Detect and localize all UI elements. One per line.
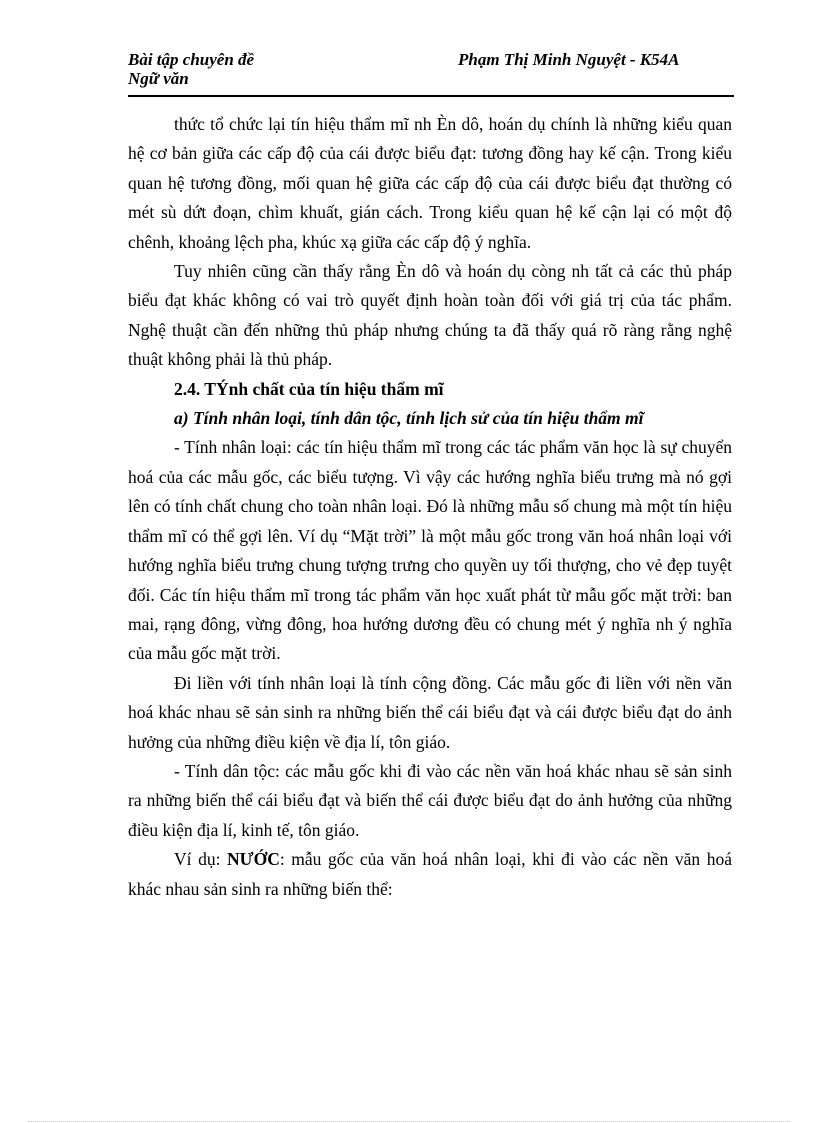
paragraph: - Tính nhân loại: các tín hiệu thẩm mĩ trong các tác phẩm văn học là sự chuyển hoá của các mẫu gốc, các biểu tượng. Vì vậy các hướng nghĩa biểu trưng mà nó gợi lên có tính chất chung cho toàn nhân loại. Đó là những mẫu số chung mà một tín hiệu thẩm mĩ có thể gợi lên. Ví dụ “Mặt trời” là một mẫu gốc trong văn hoá nhân loại với hướng nghĩa biểu trưng chung tượng trưng cho quyền uy tối thượng, cho vẻ đẹp tuyệt đối. Các tín hiệu thẩm mĩ trong tác phẩm văn học xuất phát từ mẫu gốc mặt trời: ban mai, rạng đông, vừng đông, hoa hướng dương đều có chung mét ý nghĩa nh ý nghĩa của mẫu gốc mặt trời.	[128, 437, 732, 664]
document-body	[128, 110, 732, 904]
paragraph-example	[128, 845, 732, 904]
example-text: : mẫu gốc của văn hoá nhân loại, khi đi vào các nền văn hoá khác nhau sản sinh ra những biến thể:	[128, 849, 732, 899]
page-header	[128, 50, 734, 97]
example-prefix: Ví dụ:	[174, 849, 228, 870]
paragraph-text: thức tổ chức lại tín hiệu thẩm mĩ nh Èn dô, hoán dụ chính là những kiểu quan hệ cơ bản giữa các cấp độ của cái được biểu đạt: tương đồng hay kế cận. Trong kiểu quan hệ tương đồng, mối quan hệ giữa các cấp độ của cái được biểu đạt thường có mét sù dứt đoạn, chìm khuất, gián cách. Trong kiểu quan hệ kế cận lại có một độ chênh, khoảng lệch pha, khúc xạ giữa các cấp độ ý nghĩa.	[128, 114, 732, 252]
subsection-heading: a) Tính nhân loại, tính dân tộc, tính lịch sử của tín hiệu thẩm mĩ	[174, 408, 644, 429]
paragraph: Tuy nhiên cũng cần thấy rằng Èn dô và hoán dụ còng nh tất cả các thủ pháp biểu đạt khác không có vai trò quyết định hoàn toàn đối với giá trị của tác phẩm. Nghệ thuật cần đến những thủ pháp nhưng chúng ta đã thấy quá rõ ràng rằng nghệ thuật không phải là thủ pháp.	[128, 261, 732, 370]
header-course-line2: Ngữ văn	[128, 69, 189, 88]
page-bottom-divider	[28, 1121, 790, 1122]
header-author: Phạm Thị Minh Nguyệt - K54A	[458, 50, 680, 69]
example-keyword: NƯỚC	[227, 849, 280, 870]
paragraph: Đi liền với tính nhân loại là tính cộng đồng. Các mẫu gốc đi liền với nền văn hoá khác nhau sẽ sản sinh ra những biến thể cái biểu đạt và cái được biểu đạt do ảnh hưởng của những điều kiện về địa lí, tôn giáo.	[128, 672, 732, 752]
section-heading: 2.4. TÝnh chất của tín hiệu thẩm mĩ	[174, 378, 444, 399]
paragraph-continuation	[128, 110, 732, 257]
paragraph: - Tính dân tộc: các mẫu gốc khi đi vào các nền văn hoá khác nhau sẽ sản sinh ra những biến thể cái biểu đạt và biến thể cái được biểu đạt do ảnh hưởng của những điều kiện địa lí, kinh tế, tôn giáo.	[128, 760, 732, 840]
header-course-line1: Bài tập chuyên đề	[128, 50, 255, 69]
header-course-title	[128, 50, 328, 88]
